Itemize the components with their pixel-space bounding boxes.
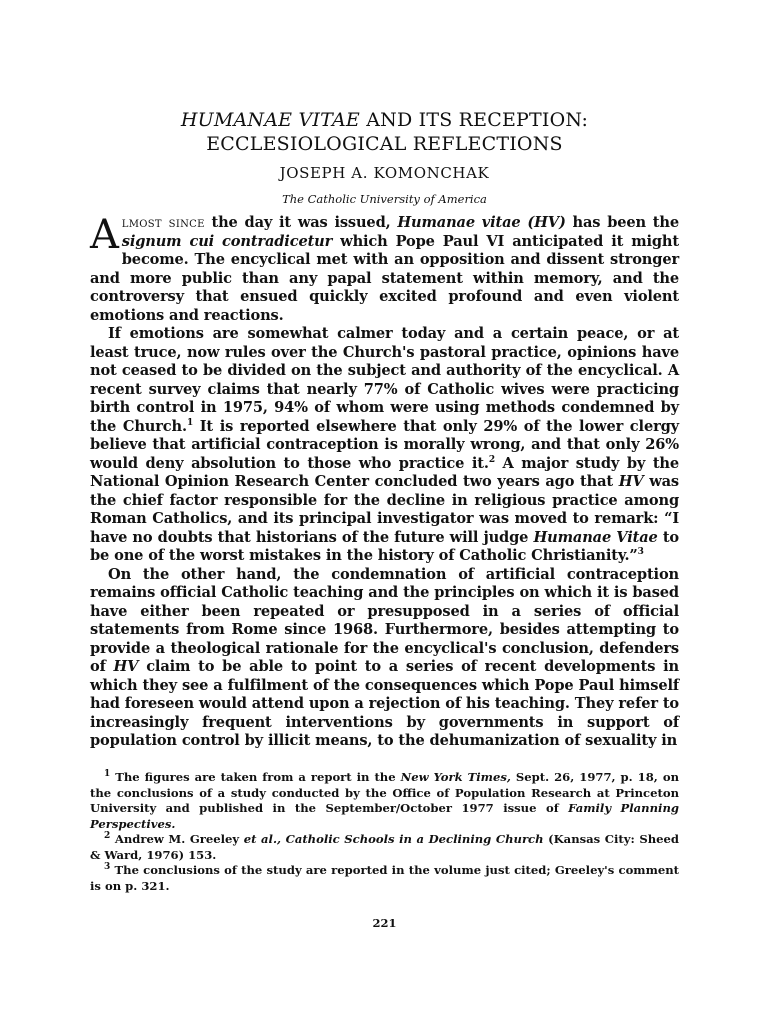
article-title xyxy=(90,108,679,156)
footnote-ref[interactable]: 3 xyxy=(637,547,644,558)
footnote-1 xyxy=(90,770,679,832)
journal-page xyxy=(90,0,679,1024)
title-line2: ECCLESIOLOGICAL REFLECTIONS xyxy=(206,133,563,155)
title-line1-rest: AND ITS RECEPTION: xyxy=(359,109,589,131)
italic-run: HV xyxy=(113,658,139,675)
text-run: to be one of the worst mistakes in the history of Catholic Christianity.” xyxy=(90,528,680,564)
paragraph-2 xyxy=(90,325,679,566)
author-name: JOSEPH A. KOMONCHAK xyxy=(279,164,490,182)
footnote-ref[interactable]: 2 xyxy=(488,454,495,465)
italic-run: New York Times, xyxy=(400,770,511,784)
text-run: A major study by the National Opinion Research Center concluded two years ago that xyxy=(90,454,680,490)
text-run: the day it was issued, xyxy=(204,214,398,231)
text-run: (Kansas City: Sheed & Ward, 1976) 153. xyxy=(90,832,680,862)
text-run: The figures are taken from a report in the xyxy=(110,770,401,784)
paragraph-1 xyxy=(90,214,679,325)
text-run: Andrew M. Greeley xyxy=(110,832,244,846)
paragraph-3 xyxy=(90,566,679,751)
footnote-number: 2 xyxy=(104,831,111,842)
text-run: It is reported elsewhere that only 29% of the lower clergy believe that artificial contraception is morally wrong, and that only 26% would deny absolution to those who practice it. xyxy=(90,417,680,472)
text-run: Sept. 26, 1977, p. 18, on the conclusions of a study conducted by the Office of Population Research at Princeton University and published in the September/October 1977 issue of xyxy=(90,770,679,815)
italic-run: HV xyxy=(618,473,644,490)
footnote-ref[interactable]: 1 xyxy=(186,417,194,428)
italic-run: et al., Catholic Schools in a Declining Church xyxy=(243,832,544,846)
drop-cap: A xyxy=(90,212,119,258)
author-affiliation: The Catholic University of America xyxy=(282,192,487,206)
italic-run: Humanae vitae (HV) xyxy=(397,214,566,231)
text-run: The conclusions of the study are reported in the volume just cited; Greeley's comment is on p. 321. xyxy=(90,863,679,893)
italic-run: Family Planning Perspectives. xyxy=(90,801,679,831)
small-caps-opening: lmost since xyxy=(121,214,205,231)
text-run: which Pope Paul VI anticipated it might become. The encyclical met with an opposition and dissent stronger and more public than any papal statement within memory, and the controversy that ensued quickly excited profound and even violent emotions and reactions. xyxy=(90,232,679,324)
footnotes xyxy=(90,770,679,894)
footnote-3 xyxy=(90,863,679,894)
article-body xyxy=(90,214,679,751)
footnote-2 xyxy=(90,832,679,863)
text-run: has been the xyxy=(565,214,679,231)
italic-run: signum cui contradicetur xyxy=(121,232,333,250)
italic-run: Humanae Vitae xyxy=(533,528,658,546)
text-run: claim to be able to point to a series of recent developments in which they see a fulfilment of the consequences which Pope Paul himself had foreseen would attend upon a rejection of his teaching. They refer to increasingly frequent interventions by governments in support of population control by illicit means, to the dehumanization of sexuality in xyxy=(90,658,679,749)
text-run: was the chief factor responsible for the decline in religious practice among Roman Catholics, and its principal investigator was moved to remark: “I have no doubts that historians of the future will judge xyxy=(90,473,679,546)
title-italic: HUMANAE VITAE xyxy=(180,109,360,131)
text-run: On the other hand, the condemnation of artificial contraception remains official Catholic teaching and the principles on which it is based have either been repeated or presupposed in a series of official statements from Rome since 1968. Furthermore, besides attempting to provide a theological rationale for the encyclical's conclusion, defenders of xyxy=(90,565,679,675)
footnote-number: 1 xyxy=(104,769,111,780)
text-run: If emotions are somewhat calmer today and a certain peace, or at least truce, now rules over the Church's pastoral practice, opinions have not ceased to be divided on the subject and authority of the encyclical. A recent survey claims that nearly 77% of Catholic wives were practicing birth control in 1975, 94% of whom were using methods condemned by the Church. xyxy=(90,325,679,435)
footnote-number: 3 xyxy=(104,862,111,873)
page-number: 221 xyxy=(372,916,397,930)
